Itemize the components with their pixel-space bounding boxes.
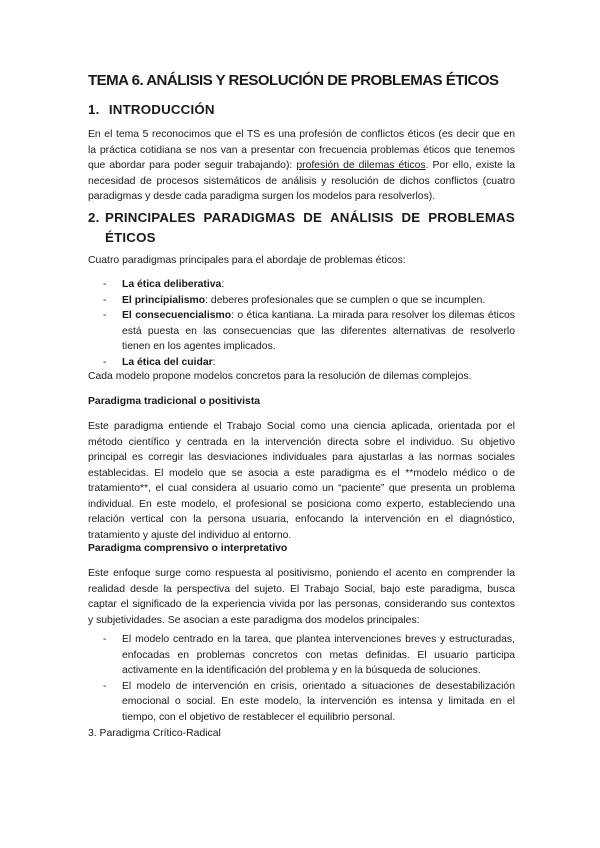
item-term: El principialismo [122,294,206,306]
item-text: : o ética kantiana. La mirada para resolver los dilemas éticos [231,310,515,321]
item-text: : [212,356,216,368]
tradicional-paragraph [88,419,515,543]
intro-line: la práctica cotidiana se nos van a presentar con frecuencia problemas éticos que tenemos [88,144,515,156]
comprensivo-paragraph [88,566,515,628]
paragraph-line: tratamiento y ajuste del individuo al entorno. [88,529,292,541]
item-text: está puesta en las consecuencias que las diferentes alternativas de resolverlo [122,325,515,337]
heading-word: DE [401,210,421,225]
paragraph-line: Este enfoque surge como respuesta al positivismo, poniendo el acento en comprender la [88,568,515,579]
heading-word: PARADIGMAS [203,210,296,225]
underlined-term: profesión de dilemas éticos [296,160,426,171]
item-text: emocional o social. En este modelo, la intervención es intensa y limitada en el [122,696,515,707]
section-1-heading [88,102,215,117]
paragraph-line: individual. En este modelo, el profesional se posiciona como experto, estableciendo una [88,498,515,510]
item-text: El modelo de intervención en crisis, orientado a situaciones de desestabilización [122,680,515,692]
section-2-number: 2. [88,210,100,225]
list-item [88,277,515,293]
heading-word: PRINCIPALES [105,210,196,225]
heading-line-2: ÉTICOS [105,230,156,245]
intro-paragraph [88,127,515,205]
item-text: : deberes profesionales que se cumplen o que se incumplen. [205,294,486,306]
paragraph-line: establecidas. El modelo que se asocia a este paradigma es el **modelo médico o de [88,467,515,479]
intro-line: En el tema 5 reconocimos que el TS es una profesión de conflictos éticos (es decir que en [88,129,515,140]
subheading-tradicional: Paradigma tradicional o positivista [88,396,261,407]
item-text: tiempo, con el objetivo de restablecer el equilibrio personal. [122,711,396,723]
paragraph-line: método científico y centrada en la intervención directa sobre el individuo. Su objetivo [88,436,515,448]
subheading-comprensivo: Paradigma comprensivo o interpretativo [88,543,288,554]
item-term: La ética del cuidar [122,356,213,368]
dash-marker: - [103,356,107,368]
heading-word: ANÁLISIS [329,210,394,225]
list-item [88,355,515,371]
dash-marker: - [103,294,107,306]
dash-marker: - [103,634,107,645]
item-text: tienen en los agentes implicados. [122,341,276,352]
section-1-title: INTRODUCCIÓN [108,102,215,117]
paradigm-list [88,277,515,370]
item-text: enfocadas en problemas concretos con metas definidas. El usuario participa [122,649,515,661]
paragraph-line: tratamiento**, el cual considera al usuario como un “paciente” que presenta un problema [88,483,515,494]
paragraph-line: y subjetividades. Se asocian a este paradigma dos modelos principales: [88,614,420,626]
intro-text: . Por ello, existe la [425,160,515,171]
item-term: La ética deliberativa [122,279,222,290]
intro-text: que abordar para poder seguir trabajando): [88,160,293,171]
paragraph-line: relación vertical con la persona usuaria, enfocando la intervención en el diagnóstico, [88,514,515,525]
list-item [88,293,515,309]
dash-marker: - [103,279,107,290]
paragraph-line: Este paradigma entiende el Trabajo Social como una ciencia aplicada, orientada por el [88,421,515,432]
dash-marker: - [103,680,107,692]
paragraph-line: principal es corregir las desviaciones individuales para ajustarlas a las normas sociales [88,452,515,463]
list-item [88,679,515,726]
intro-line [88,158,515,174]
list-item [88,308,515,355]
item-text: El modelo centrado en la tarea, que plantea intervenciones breves y estructuradas, [122,634,515,645]
heading-word: DE [303,210,323,225]
item-term: El consecuencialismo [122,310,232,321]
paragraph-line: realidad desde la perspectiva del sujeto. El Trabajo Social, bajo este paradigma, busca [88,583,515,595]
section-1-number: 1. [88,102,100,117]
paradigmas-intro: Cuatro paradigmas principales para el abordaje de problemas éticos: [88,255,406,266]
paragraph-line: captar el significado de la experiencia vivida por las personas, considerando sus contextos [88,599,515,610]
model-list [88,632,515,725]
paradigma-critico-heading: 3. Paradigma Crítico-Radical [88,728,221,739]
list-item [88,632,515,679]
cada-modelo-text: Cada modelo propone modelos concretos para la resolución de dilemas complejos. [88,371,472,382]
item-text: activamente en la identificación del problema y en la búsqueda de soluciones. [122,665,481,676]
intro-line: paradigmas y desde cada paradigma surgen los modelos para resolverlos). [88,191,436,202]
heading-word: PROBLEMAS [428,210,515,225]
dash-marker: - [103,310,107,321]
section-2-heading [88,208,515,248]
document-title: TEMA 6. ANÁLISIS Y RESOLUCIÓN DE PROBLEMAS ÉTICOS [88,72,499,89]
item-text: : [221,279,225,290]
intro-line: necesidad de procesos sistemáticos de análisis y resolución de dichos conflictos (cuatro [88,175,515,187]
